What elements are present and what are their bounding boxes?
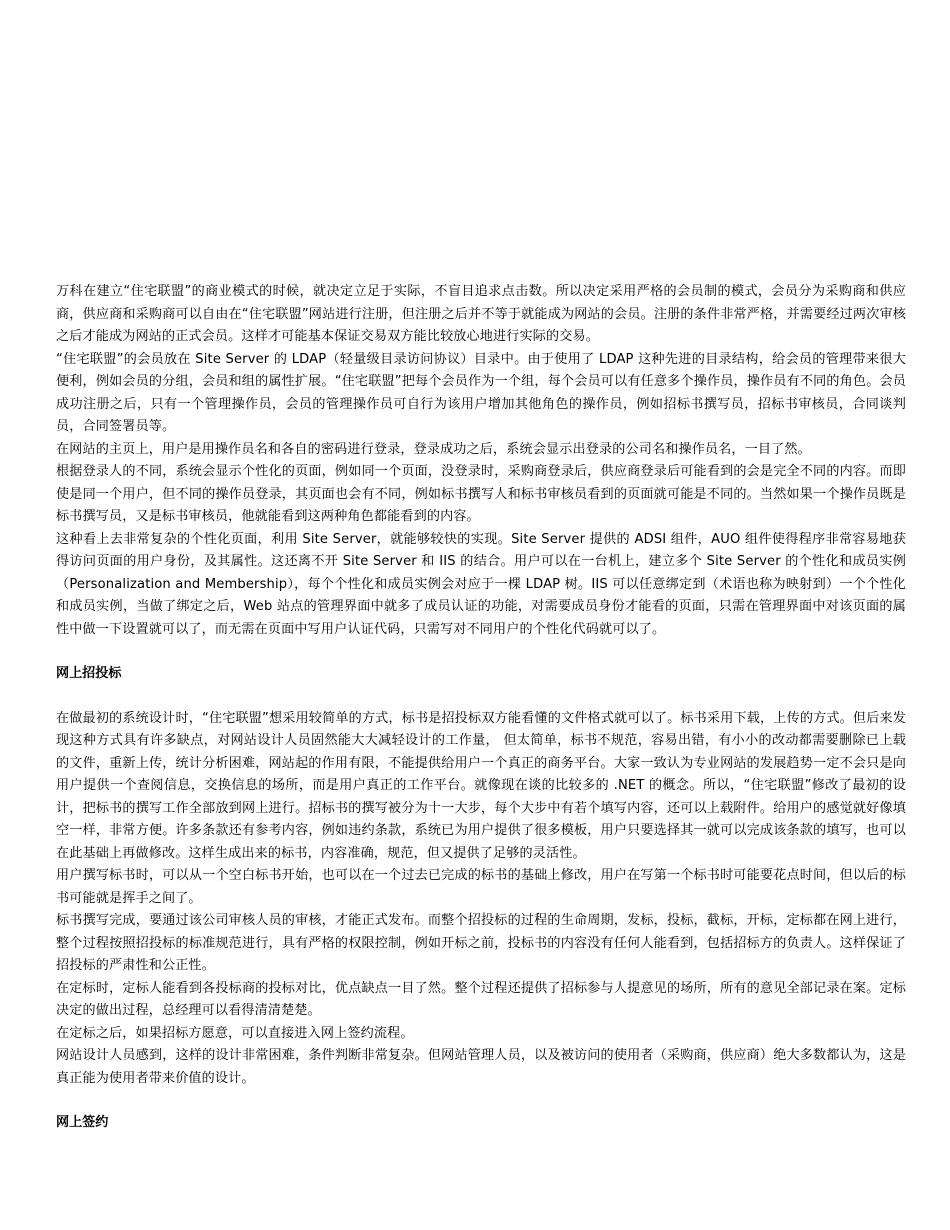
paragraph: 在定标时，定标人能看到各投标商的投标对比，优点缺点一目了然。整个过程还提供了招标参与人提意见的场所，所有的意见全部记录在案。定标决定的做出过程，总经理可以看得清清楚楚。 [56,980,906,1018]
paragraph: 在做最初的系统设计时，“住宅联盟”想采用较简单的方式，标书是招投标双方能看懂的文件格式就可以了。标书采用下载，上传的方式。但后来发现这种方式具有许多缺点，对网站设计人员固然能大大减轻设计的工作量， 但太简单，标书不规范，容易出错，有小小的改动都需要删除已上载的文件，重新上传，统计分析困难，网站起的作用有限，不能提供给用户一个真正的商务平台。大家一致认为专业网站的发展趋势一定不会只是向用户提供一个查阅信息，交换信息的场所，而是用户真正的工作平台。就像现在谈的比较多的 .NET 的概念。所以，“住宅联盟”修改了最初的设计，把标书的撰写工作全部放到网上进行。招标书的撰写被分为十一大步，每个大步中有若个填写内容，还可以上载附件。给用户的感觉就好像填空一样，非常方便。许多条款还有参考内容，例如违约条款，系统已为用户提供了很多模板，用户只要选择其一就可以完成该条款的填写，也可以在此基础上再做修改。这样生成出来的标书，内容准确，规范，但又提供了足够的灵活性。 [56,710,906,861]
paragraph: 用户撰写标书时，可以从一个空白标书开始，也可以在一个过去已完成的标书的基础上修改，用户在写第一个标书时可能要花点时间，但以后的标书可能就是挥手之间了。 [56,868,906,906]
paragraph: 网站设计人员感到，这样的设计非常困难，条件判断非常复杂。但网站管理人员，以及被访问的使用者（采购商，供应商）绝大多数都认为，这是真正能为使用者带来价值的设计。 [56,1048,906,1086]
document-body [56,281,906,1135]
paragraph: 万科在建立“住宅联盟”的商业模式的时候，就决定立足于实际，不盲目追求点击数。所以决定采用严格的会员制的模式，会员分为采购商和供应商，供应商和采购商可以自由在“住宅联盟”网站进行注册，但注册之后并不等于就能成为网站的会员。注册的条件非常严格，并需要经过两次审核之后才能成为网站的正式会员。这样才可能基本保证交易双方能比较放心地进行实际的交易。 [56,284,906,344]
section-heading-signing: 网上签约 [56,1115,109,1130]
paragraph: 标书撰写完成，要通过该公司审核人员的审核，才能正式发布。而整个招投标的过程的生命周期，发标，投标，截标，开标，定标都在网上进行，整个过程按照招投标的标准规范进行，具有严格的权限控制，例如开标之前，投标书的内容没有任何人能看到，包括招标方的负责人。这样保证了招投标的严肃性和公正性。 [56,913,906,973]
paragraph: 根据登录人的不同，系统会显示个性化的页面，例如同一个页面，没登录时，采购商登录后，供应商登录后可能看到的会是完全不同的内容。而即使是同一个用户，但不同的操作员登录，其页面也会有不同，例如标书撰写人和标书审核员看到的页面就可能是不同的。当然如果一个操作员既是标书撰写员，又是标书审核员，他就能看到这两种角色都能看到的内容。 [56,464,906,524]
section-heading-bidding: 网上招投标 [56,666,122,681]
paragraph: 这种看上去非常复杂的个性化页面，利用 Site Server，就能够较快的实现。Site Server 提供的 ADSI 组件，AUO 组件使得程序非常容易地获得访问页面的用户身份，及其属性。这还离不开 Site Server 和 IIS 的结合。用户可以在一台机上，建立多个 Site Server 的个性化和成员实例（Personalization and Membership），每个个性化和成员实例会对应于一棵 LDAP 树。IIS 可以任意绑定到（术语也称为映射到）一个个性化和成员实例，当做了绑定之后，Web 站点的管理界面中就多了成员认证的功能，对需要成员身份才能看的页面，只需在管理界面中对该页面的属性中做一下设置就可以了，而无需在页面中写用户认证代码，只需写对不同用户的个性化代码就可以了。 [56,531,906,637]
paragraph: 在网站的主页上，用户是用操作员名和各自的密码进行登录，登录成功之后，系统会显示出登录的公司名和操作员名，一目了然。 [56,441,811,457]
paragraph: 在定标之后，如果招标方愿意，可以直接进入网上签约流程。 [56,1025,414,1041]
paragraph: “住宅联盟”的会员放在 Site Server 的 LDAP（轻量级目录访问协议）目录中。由于使用了 LDAP 这种先进的目录结构，给会员的管理带来很大便利，例如会员的分组，会员和组的属性扩展。“住宅联盟”把每个会员作为一个组，每个会员可以有任意多个操作员，操作员有不同的角色。会员成功注册之后，只有一个管理操作员，会员的管理操作员可自行为该用户增加其他角色的操作员，例如招标书撰写员，招标书审核员，合同谈判员，合同签署员等。 [56,351,906,434]
